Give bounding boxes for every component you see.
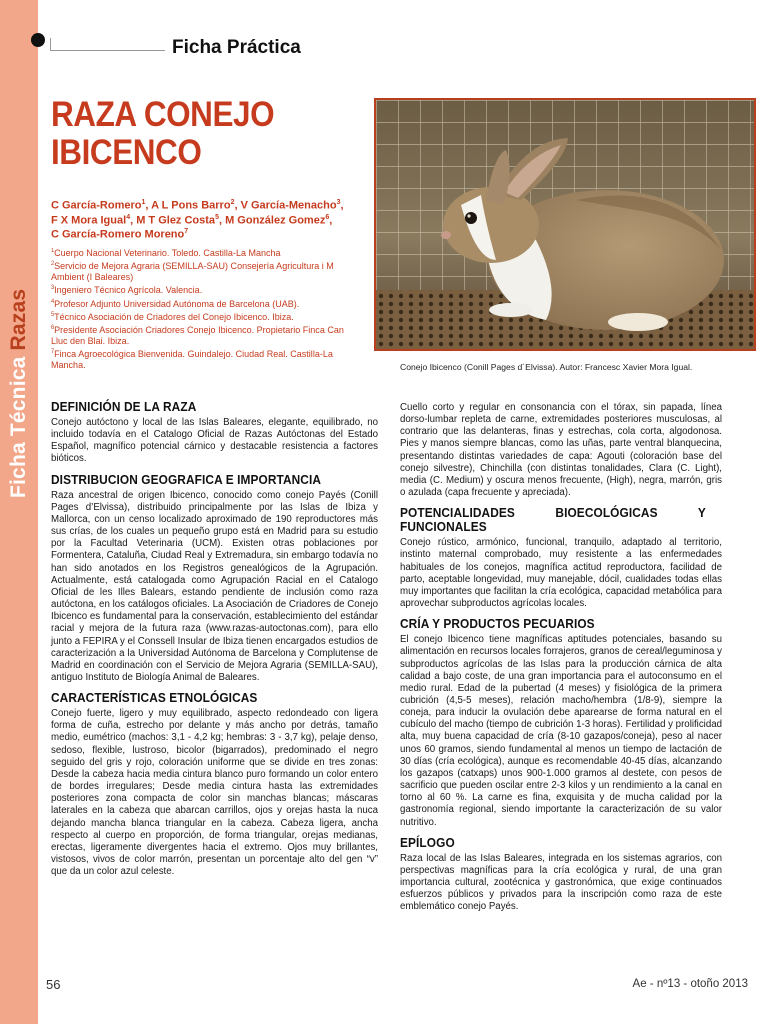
- section-body: El conejo Ibicenco tiene magníficas aptitudes potenciales, basando su alimentación en recursos locales forrajeros, granos de cereal/leguminosa y subproductos agrícolas de las Islas para la producción cárnica de alta calidad a bajo coste, de una gran importancia para el autoconsumo en el medio rural. Edad de la pubertad (4 meses) y fisiológica de la primera cubrición (4,5-5 meses), relación macho/hembra (1/8-9), siempre la coneja, para inducir la ovulación debe aparearse de forma natural en el cubículo del macho (tiempo de cubrición 1-3 horas). Fertilidad y prolificidad alta, muy buena capacidad de cría (8-10 gazapos/coneja), peso al nacer unos 60 gramos, siendo fundamental al menos un tiempo de lactación de 30 días (cría ecológica), aunque es recomendable 40-45 días, alcanzando los gazapos (catxaps) unos 900-1.000 gramos al destete, con pesos de sacrificio que pueden oscilar entre 2-3 kilos y un rendimiento a la canal en torno al 60 %. La carne es fina, exquisita y de mucha calidad por la gastronomía regional, siendo importante la caracterización de su valor nutritivo.: [400, 634, 722, 828]
- affiliation: $^7$Finca Agroecológica Bienvenida. Guindalejo. Ciudad Real. Castilla-La Mancha.: [51, 349, 333, 372]
- section-heading: POTENCIALIDADES BIOECOLÓGICAS Y FUNCIONALES: [400, 506, 706, 535]
- section-cria: [400, 617, 722, 829]
- side-band-label: Ficha Técnica Razas: [7, 288, 30, 498]
- author-line-3: C García-Romero Moreno$^7$: [51, 228, 189, 241]
- section-body: Raza ancestral de origen Ibicenco, conocido como conejo Payés (Conill Pages d’Elvissa), distribuido principalmente por las Islas de Ibiza y Mallorca, con un censo localizado aproximado de 190 reproductores más sus crías, de los cuales un pequeño grupo está en Madrid para su estudio por la Facultad Veterinaria (UCM). Existen otras poblaciones por Formentera, Cataluña, Ciudad Real y Extremadura, sin embargo todavía no han sido anotados en los Registros genealógicos de la Agrupación. Actualmente, está catalogada como Agrupación Racial en el Catalogo Oficial de les Illes Balears, estando pendiente de inclusión como raza autóctona, en los catálogos oficiales. La Asociación de Criadores de Conejo Ibicenco es fundamental para la conservación, establecimiento del estándar racial y mejora de la futura raza (www.razas-autoctonas.com), para ello junto a FEPIRA y el Conssell Insular de Ibiza tienen encargados estudios de caracterización a la Universidad Autónoma de Barcelona y Complutense de Madrid en coordinación con el Servicio de Mejora Agraria (SEMILLA-SAU), antiguo Instituto de Biología Animal de Baleares.: [51, 489, 378, 683]
- author-line-1: C García-Romero$^1$, A L Pons Barro$^2$, V García-Menacho$^3$,: [51, 199, 344, 212]
- left-column: [51, 400, 378, 885]
- title-line-2: IBICENCO: [51, 133, 202, 172]
- affiliations: [51, 246, 348, 371]
- right-column: [400, 402, 722, 920]
- affiliation: $^4$Profesor Adjunto Universidad Autónoma de Barcelona (UAB).: [51, 298, 300, 310]
- section-heading: CRÍA Y PRODUCTOS PECUARIOS: [400, 617, 595, 632]
- section-body: Conejo rústico, armónico, funcional, tranquilo, adaptado al territorio, instinto maternal comprobado, muy resistente a las enfermedades habituales de los conejos, magnífica actitud reproductora, facilidad de parto, aceptable longevidad, muy manejable, dócil, cualidades todas ellas muy importantes que facilitan la cría ecológica, capacidad metabólica para aprovechar subproductos agrícolas locales.: [400, 537, 722, 610]
- header-bullet: [31, 33, 45, 47]
- section-heading: CARACTERÍSTICAS ETNOLÓGICAS: [51, 691, 258, 706]
- affiliation: $^5$Técnico Asociación de Criadores del Conejo Ibicenco. Ibiza.: [51, 311, 294, 323]
- section-heading: EPÍLOGO: [400, 835, 455, 850]
- affiliation: $^1$Cuerpo Nacional Veterinario. Toledo. Castilla-La Mancha: [51, 248, 281, 260]
- section-potencialidades: [400, 506, 722, 610]
- rabbit-photo: [374, 98, 756, 351]
- article-title: [51, 96, 321, 172]
- section-caracteristicas: [51, 691, 378, 878]
- author-list: [51, 197, 351, 241]
- affiliation: $^3$Ingeniero Técnico Agrícola. Valencia.: [51, 285, 203, 297]
- title-line-1: RAZA CONEJO: [51, 95, 275, 134]
- author-line-2: F X Mora Igual$^4$, M T Glez Costa$^5$, M González Gomez$^6$,: [51, 213, 333, 227]
- section-tag: Ficha Práctica: [172, 37, 301, 58]
- section-body: Conejo fuerte, ligero y muy equilibrado, aspecto redondeado con ligera forma de cuña, estrecho por delante y más ancho por detrás, tamaño medio, eumétrico (machos: 3,1 - 4,2 kg; hembras: 3 - 3,7 kg), pelaje denso, sedoso, flexible, lustroso, bicolor (bigarrados), predominado el negro seguido del gris y rojo, coloración uniforme que se divide en tres zonas: Desde la cabeza hacia media cintura blanco puro formando un color entero de bordes irregulares; Desde media cintura hasta las extremidades posteriores zona compacta de color sin manchas blancas; máscaras laterales en la cabeza que abarcan carrillos, ojos y orejas hasta la nuca dejando mancha blanca triangular en la cabeza. Cabeza ligera, ancha respecto al cuerpo en proporción, de forma triangular, orejas medianas, erectas, ligeramente divergentes hacia el extremo. Ojos muy brillantes, vistosos, vivos de color marrón, presentan un porcentaje alto del gen “v” que da un color azul celeste.: [51, 708, 378, 878]
- issue-label: Ae - nº13 - otoño 2013: [632, 978, 748, 990]
- section-epilogo: [400, 836, 722, 914]
- section-body: Raza local de las Islas Baleares, integrada en los sistemas agrarios, con perspectivas magníficas para la cría ecológica y rural, de una gran importancia cultural, zootécnica y gastronómica, que exige continuados esfuerzos públicos y privados para la inscripción como raza de este emblemático conejo Payés.: [400, 852, 722, 913]
- header-rule: [50, 50, 165, 51]
- rabbit-illustration: [376, 100, 754, 349]
- side-band: [0, 0, 38, 1024]
- section-definicion: [51, 400, 378, 466]
- section-body: Conejo autóctono y local de las Islas Baleares, elegante, equilibrado, no incluido todavía en el Catalogo Oficial de Razas Autóctonas del Estado Español, magnífico potencial cárnico y destacable resistencia a factores bióticos.: [51, 417, 378, 465]
- section-continuation: [400, 402, 722, 499]
- section-distribucion: [51, 473, 378, 685]
- affiliation: $^2$Servicio de Mejora Agraria (SEMILLA-SAU) Consejería Agricultura i M Ambient (I Baleares): [51, 261, 334, 284]
- affiliation: $^6$Presidente Asociación Criadores Conejo Ibicenco. Propietario Finca Can Lluc den Blai. Ibiza.: [51, 324, 344, 348]
- photo-caption: Conejo Ibicenco (Conill Pages d´Elvissa). Autor: Francesc Xavier Mora Igual.: [400, 362, 693, 372]
- section-body: Cuello corto y regular en consonancia con el tórax, sin papada, línea dorso-lumbar repleta de carne, extremidades posteriores musculosas, al contrario que las delanteras, finas y estrechas, cola corta, algodonosa. Pies y manos siempre blancas, como las uñas, parte ventral blanquecina, presentando distintas variedades de capa: Agouti (coloración base del conejo silvestre), Chinchilla (con distintas tonalidades, Clara (C. Light), media (C. Medium) y oscura menos frecuente, (High), negra, marrón, gris o azulada (capa frecuente y apreciada).: [400, 402, 722, 499]
- section-heading: DEFINICIÓN DE LA RAZA: [51, 400, 197, 414]
- header-rule-vertical: [50, 38, 51, 50]
- page-number: 56: [46, 977, 61, 992]
- section-heading: DISTRIBUCION GEOGRAFICA E IMPORTANCIA: [51, 472, 322, 487]
